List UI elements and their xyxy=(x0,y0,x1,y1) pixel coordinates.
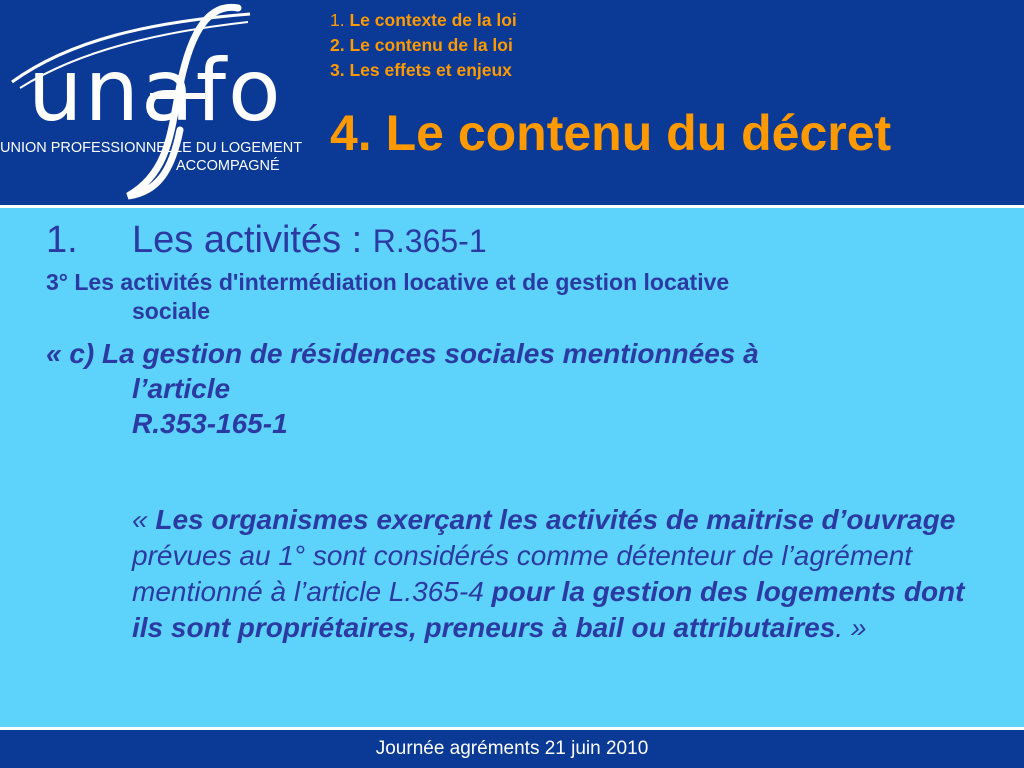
section-number: 1. xyxy=(46,219,78,261)
subheading: 3° Les activités d'intermédiation locative et de gestion locative sociale xyxy=(46,269,730,324)
logo-tagline-2: ACCOMPAGNÉ xyxy=(176,158,280,174)
body-paragraph: « Les organismes exerçant les activités de maitrise d’ouvrage prévues au 1° sont considérés comme détenteur de l’agrément mentionné à l’article L.365-4 pour la gestion des logements dont ils sont propriétaires, preneurs à bail ou attributaires. » xyxy=(132,504,965,643)
footer-text: Journée agréments 21 juin 2010 xyxy=(375,738,649,759)
agenda-item: 3. Les effets et enjeux xyxy=(330,60,512,80)
slide-title: 4. Le contenu du décret xyxy=(330,105,892,161)
agenda-item: 1. Le contexte de la loi xyxy=(330,10,517,30)
slide-footer xyxy=(0,730,1024,768)
section-heading xyxy=(46,218,487,263)
unafo-logo xyxy=(0,0,303,205)
agenda-item: 2. Le contenu de la loi xyxy=(330,35,513,55)
section-heading-text: Les activités : xyxy=(132,219,373,261)
section-reference: R.365-1 xyxy=(372,223,487,259)
slide-header xyxy=(0,0,1024,205)
logo-tagline: UNION PROFESSIONNELLE DU LOGEMENT xyxy=(0,140,303,156)
slide-content xyxy=(0,208,1024,730)
logo-wordmark: unafo xyxy=(28,41,283,141)
quote-c-paragraph: « c) La gestion de résidences sociales mentionnées à l’article R.353-165-1 xyxy=(46,338,759,439)
agenda-list xyxy=(330,8,517,83)
